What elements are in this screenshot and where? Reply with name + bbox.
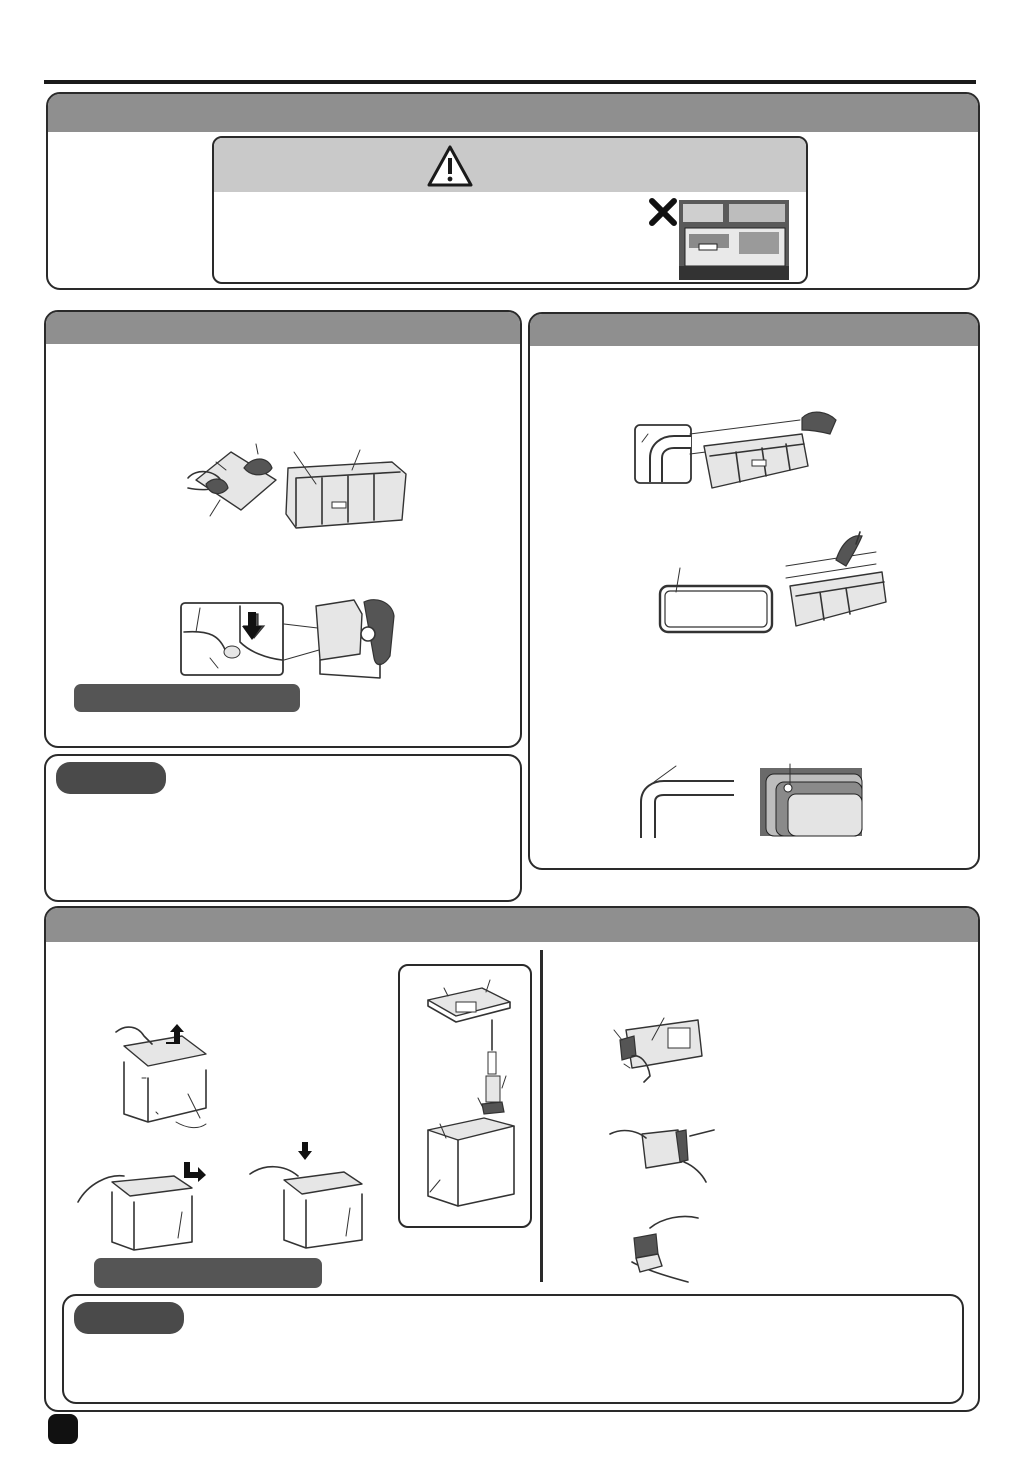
warning-triangle-icon	[426, 144, 474, 188]
warning-panel-header	[48, 94, 978, 132]
instruction-pill-2	[94, 1258, 322, 1288]
caution-box	[212, 136, 808, 284]
detail-zoom-illustration	[180, 602, 284, 676]
prohibited-x-icon	[648, 198, 678, 226]
filter-panel-header	[530, 314, 978, 346]
drawer-illustration	[282, 448, 412, 530]
pull-out-drawer-illustration	[690, 404, 840, 496]
page-number-badge	[48, 1414, 78, 1444]
wiping-cloth-illustration	[186, 440, 286, 520]
column-separator	[540, 950, 543, 1282]
frame-corner-photo	[760, 768, 862, 836]
unit-illustration	[280, 594, 410, 682]
drawer-photo	[679, 200, 789, 280]
down-arrow-icon	[242, 612, 262, 640]
gasket-frame-illustration	[658, 566, 776, 636]
top-rule	[44, 80, 976, 84]
note-label-pill	[56, 762, 166, 794]
gasket-corner-section	[636, 764, 736, 838]
bottom-note-panel	[62, 1294, 964, 1404]
caution-box-header	[214, 138, 806, 192]
cleaning-panel-header	[46, 312, 520, 344]
filter-remove-illustration	[606, 1016, 706, 1086]
water-tank-panel-header	[46, 908, 978, 942]
up-arrow-icon	[164, 1024, 184, 1044]
filter-hold-illustration	[606, 1122, 716, 1186]
gasket-corner-zoom	[634, 424, 692, 484]
filter-clean-illustration	[626, 1214, 706, 1286]
instruction-pill	[74, 684, 300, 712]
down-arrow-small-icon	[298, 1142, 312, 1160]
gasket-install-illustration	[786, 530, 890, 640]
exploded-tank-illustration	[420, 980, 520, 1210]
bottom-note-label-pill	[74, 1302, 184, 1334]
tank-lid-close-illustration	[250, 1156, 370, 1250]
right-arrow-icon	[184, 1162, 206, 1182]
note-panel	[44, 754, 522, 902]
